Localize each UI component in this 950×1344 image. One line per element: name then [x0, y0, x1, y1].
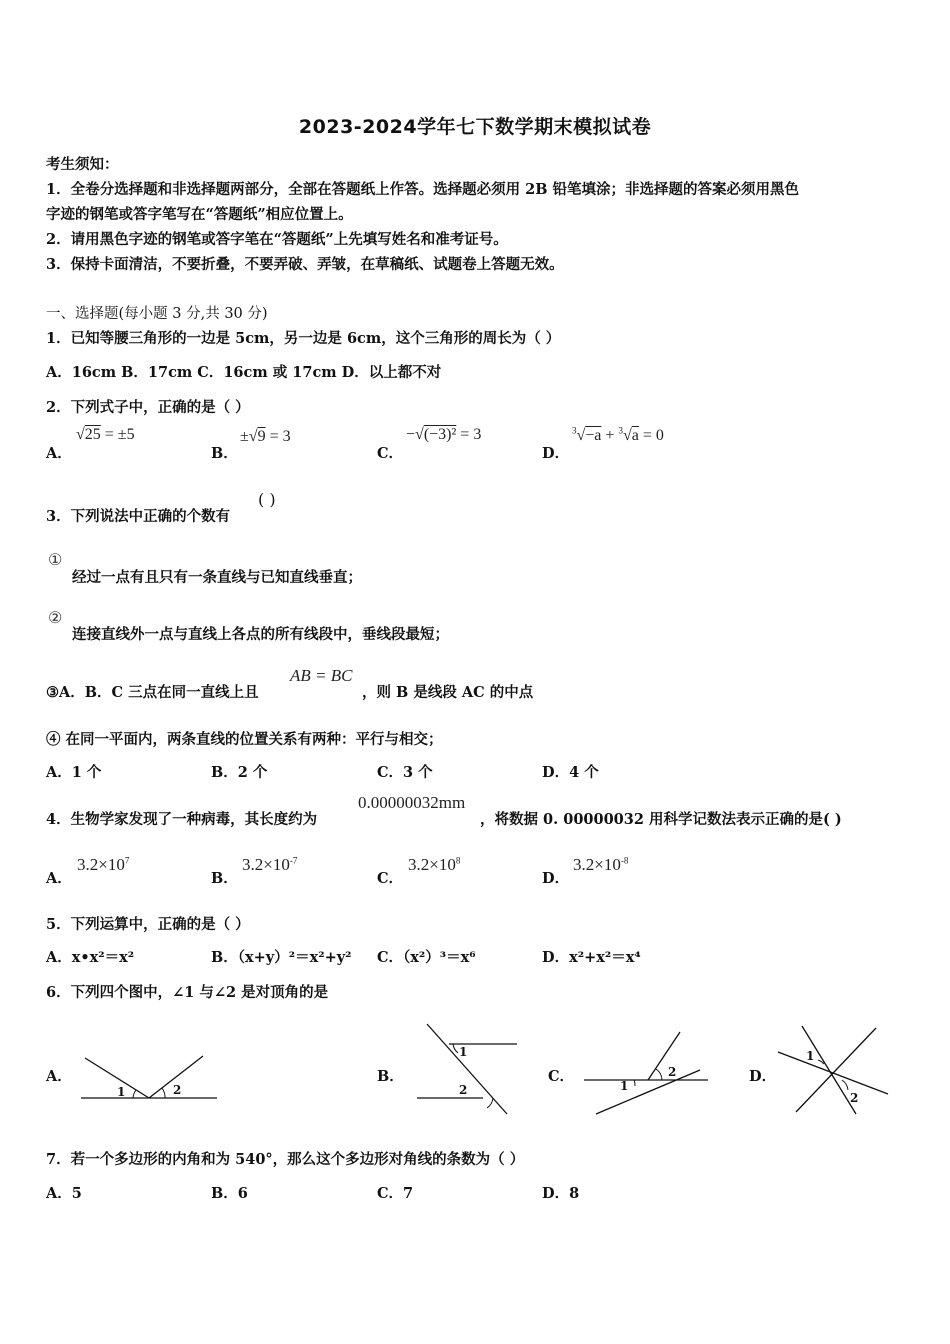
q2-label-c: C． — [377, 445, 404, 462]
q4-stem-a: 4．生物学家发现了一种病毒，其长度约为 — [46, 811, 318, 828]
q6-d-angle-2: 2 — [850, 1091, 859, 1105]
q6-figure-c — [582, 1030, 712, 1118]
q5-option-c: C．（x²）³＝x⁶ — [377, 949, 476, 966]
notice-line-1a: 1．全卷分选择题和非选择题两部分，全部在答题纸上作答。选择题必须用 2B 铅笔填涂；非选择题的答案必须用黑色 — [46, 181, 800, 198]
q1-options: A．16cm B．17cm C．16cm 或 17cm D．以上都不对 — [46, 364, 442, 381]
q7-option-b: B．6 — [211, 1185, 248, 1202]
q6-label-c: C． — [548, 1068, 575, 1085]
q3-option-b: B．2 个 — [211, 764, 268, 781]
q7-option-d: D．8 — [542, 1185, 580, 1202]
q2-label-d: D． — [542, 445, 570, 462]
q4-label-b: B． — [211, 870, 238, 887]
q3-option-d: D．4 个 — [542, 764, 599, 781]
q4-stem-b: ，将数据 0. 00000032 用科学记数法表示正确的是( ) — [480, 811, 842, 828]
q2-stem: 2．下列式子中，正确的是（ ） — [46, 399, 250, 416]
q4-label-d: D． — [542, 870, 570, 887]
q3-statement-3b: ，则 B 是线段 AC 的中点 — [362, 684, 534, 701]
q3-statement-1: 经过一点有且只有一条直线与已知直线垂直； — [72, 569, 362, 586]
q2-option-d: $^3$√−a + $^3$√a = 0 — [572, 425, 664, 444]
q2-label-b: B． — [211, 445, 238, 462]
q6-a-angle-1: 1 — [117, 1085, 126, 1099]
q4-option-d: $3.2\times 10^{-8}$ — [573, 855, 629, 874]
q6-stem: 6．下列四个图中，∠1 与∠2 是对顶角的是 — [46, 984, 329, 1001]
q4-option-b: $3.2\times 10^{-7}$ — [242, 855, 298, 874]
notice-heading: 考生须知： — [46, 156, 119, 173]
q2-label-a: A． — [46, 445, 72, 462]
q5-option-b: B．（x+y）²＝x²+y² — [211, 949, 352, 966]
q6-b-angle-1: 1 — [459, 1045, 468, 1059]
q6-c-angle-1: 1 — [620, 1079, 629, 1093]
q3-statement-3-math: AB = BC — [290, 666, 353, 685]
q3-option-c: C．3 个 — [377, 764, 433, 781]
q6-figure-a — [75, 1050, 225, 1105]
q3-statement-3a: ③A．B．C 三点在同一直线上且 — [46, 684, 259, 701]
q4-label-c: C． — [377, 870, 404, 887]
q2-option-a: √25 = ±5 — [76, 426, 135, 443]
page-title: 2023-2024学年七下数学期末模拟试卷 — [298, 116, 652, 138]
q3-option-a: A．1 个 — [46, 764, 102, 781]
q4-label-a: A． — [46, 870, 72, 887]
q5-stem: 5．下列运算中，正确的是（ ） — [46, 916, 250, 933]
q5-option-a: A．x•x²＝x² — [46, 949, 135, 966]
q3-circle-1: ① — [48, 550, 63, 569]
q6-d-angle-1: 1 — [806, 1049, 815, 1063]
q3-statement-2: 连接直线外一点与直线上各点的所有线段中，垂线段最短； — [72, 626, 449, 643]
q3-paren: ( ) — [258, 490, 276, 509]
section-heading: 一、选择题(每小题 3 分,共 30 分) — [46, 306, 268, 322]
q3-stem: 3．下列说法中正确的个数有 — [46, 508, 231, 525]
q1-stem: 1．已知等腰三角形的一边是 5cm，另一边是 6cm，这个三角形的周长为（ ） — [46, 330, 561, 347]
q6-b-angle-2: 2 — [459, 1083, 468, 1097]
q7-option-a: A．5 — [46, 1185, 82, 1202]
q6-label-b: B． — [377, 1068, 404, 1085]
q6-figure-b — [415, 1020, 525, 1118]
notice-line-3: 3．保持卡面清洁，不要折叠，不要弄破、弄皱，在草稿纸、试题卷上答题无效。 — [46, 256, 564, 273]
q7-stem: 7．若一个多边形的内角和为 540°，那么这个多边形对角线的条数为（ ） — [46, 1151, 525, 1168]
q6-c-angle-2: 2 — [668, 1065, 677, 1079]
notice-line-2: 2．请用黑色字迹的钢笔或答字笔在“答题纸”上先填写姓名和准考证号。 — [46, 231, 508, 248]
q7-option-c: C．7 — [377, 1185, 414, 1202]
q6-figure-d — [776, 1022, 891, 1117]
q4-option-c: $3.2\times 10^8$ — [408, 855, 461, 874]
q6-label-d: D． — [749, 1068, 777, 1085]
q3-circle-2: ② — [48, 608, 63, 627]
q2-option-b: ±√9 = 3 — [240, 428, 291, 445]
q6-label-a: A． — [46, 1068, 72, 1085]
q5-option-d: D．x²+x²＝x⁴ — [542, 949, 641, 966]
q4-stem-math: 0.00000032mm — [358, 793, 466, 812]
q4-option-a: $3.2\times 10^7$ — [77, 855, 130, 874]
q3-statement-4: ④ 在同一平面内，两条直线的位置关系有两种：平行与相交； — [46, 731, 443, 748]
q6-a-angle-2: 2 — [173, 1083, 182, 1097]
q2-option-c: −√(−3)² = 3 — [406, 426, 482, 443]
notice-line-1b: 字迹的钢笔或答字笔写在“答题纸”相应位置上。 — [46, 206, 353, 223]
